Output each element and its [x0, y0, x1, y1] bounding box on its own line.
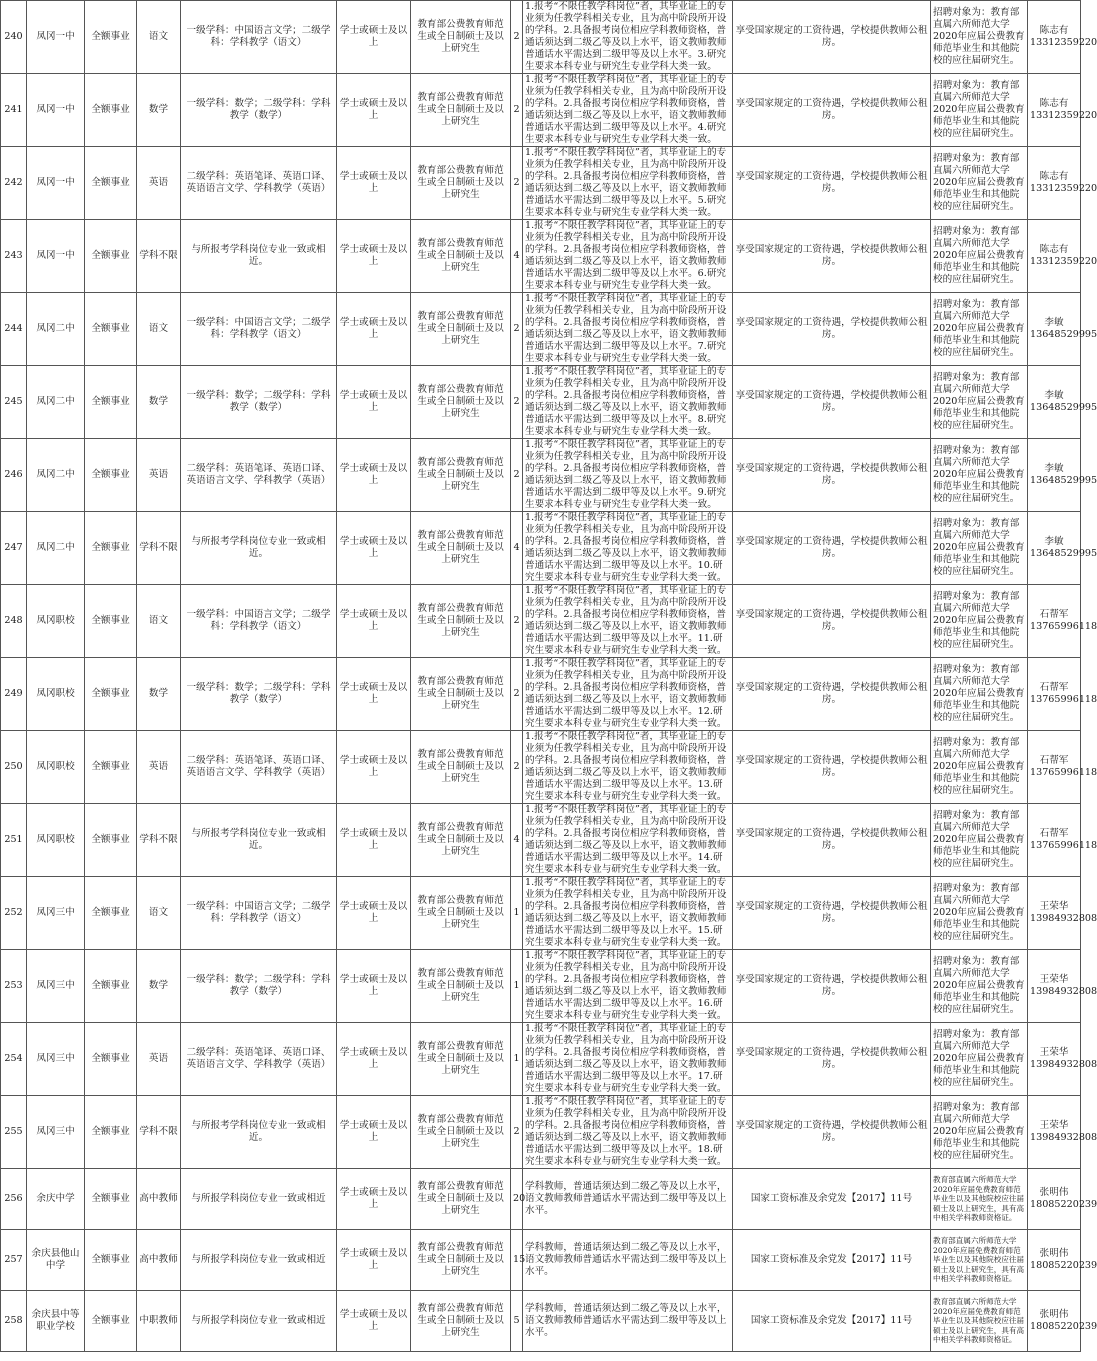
unit-type: 全额事业 [85, 147, 137, 220]
employer-name: 余庆中学 [27, 1169, 85, 1230]
employer-name: 凤冈一中 [27, 1, 85, 74]
unit-type: 全额事业 [85, 439, 137, 512]
table-row [1, 1291, 1081, 1352]
degree-requirement: 学士或硕士及以上 [337, 1023, 411, 1096]
other-requirements: 1.报考“不限任教学科岗位”者，其毕业证上的专业须为任教学科相关专业，且为高中阶段所开设的学科。2.具备报考岗位相应学科教师资格，普通话须达到二级乙等及以上水平，语文教师教师普通话水平需达到二级甲等及以上水平。13.研究生要求本科专业与研究生专业学科大类一致。 [523, 731, 733, 804]
hiring-count: 20 [511, 1169, 523, 1230]
education-requirement: 教育部公费教育师范生或全日制硕士及以上研究生 [411, 147, 511, 220]
major-requirement: 二级学科：英语笔译、英语口译、英语语言文学、学科教学（英语） [181, 731, 337, 804]
benefits: 享受国家规定的工资待遇，学校提供教师公租房。 [733, 439, 931, 512]
row-number: 247 [1, 512, 27, 585]
major-requirement: 一级学科：数学；二级学科：学科教学（数学） [181, 366, 337, 439]
benefits: 享受国家规定的工资待遇，学校提供教师公租房。 [733, 731, 931, 804]
benefits: 享受国家规定的工资待遇，学校提供教师公租房。 [733, 1023, 931, 1096]
other-requirements: 1.报考“不限任教学科岗位”者，其毕业证上的专业须为任教学科相关专业，且为高中阶段所开设的学科。2.具备报考岗位相应学科教师资格，普通话须达到二级乙等及以上水平，语文教师教师普通话水平需达到二级甲等及以上水平。7.研究生要求本科专业与研究生专业学科大类一致。 [523, 293, 733, 366]
hiring-count: 2 [511, 147, 523, 220]
unit-type: 全额事业 [85, 877, 137, 950]
table-body [1, 1, 1097, 1352]
contact-person: 陈志有 13312359220 [1028, 220, 1081, 293]
unit-type: 全额事业 [85, 731, 137, 804]
table-row [1, 1023, 1081, 1096]
post-subject: 语文 [137, 1, 181, 74]
hiring-count: 1 [511, 950, 523, 1023]
employer-name: 凤冈一中 [27, 220, 85, 293]
employer-name: 余庆县中等职业学校 [27, 1291, 85, 1352]
employer-name: 凤冈职校 [27, 731, 85, 804]
education-requirement: 教育部公费教育师范生或全日制硕士及以上研究生 [411, 366, 511, 439]
table-row [1, 731, 1081, 804]
remarks: 招聘对象为：教育部直属六所师范大学2020年应届公费教育师范毕业生和其他院校的应往届研究生。 [931, 366, 1028, 439]
benefits: 国家工资标准及余党发【2017】11号 [733, 1291, 931, 1352]
education-requirement: 教育部公费教育师范生或全日制硕士及以上研究生 [411, 585, 511, 658]
unit-type: 全额事业 [85, 585, 137, 658]
hiring-count: 5 [511, 1291, 523, 1352]
other-requirements: 1.报考“不限任教学科岗位”者，其毕业证上的专业须为任教学科相关专业，且为高中阶段所开设的学科。2.具备报考岗位相应学科教师资格，普通话须达到二级乙等及以上水平，语文教师教师普通话水平需达到二级甲等及以上水平。5.研究生要求本科专业与研究生专业学科大类一致。 [523, 147, 733, 220]
remarks: 教育部直属六所师范大学2020年应届免费教育师范毕业生以及其他院校应往届硕士及以上研究生，具有高中相关学科教师资格证。 [931, 1169, 1028, 1230]
other-requirements: 1.报考“不限任教学科岗位”者，其毕业证上的专业须为任教学科相关专业，且为高中阶段所开设的学科。2.具备报考岗位相应学科教师资格，普通话须达到二级乙等及以上水平，语文教师教师普通话水平需达到二级甲等及以上水平。16.研究生要求本科专业与研究生专业学科大类一致。 [523, 950, 733, 1023]
benefits: 享受国家规定的工资待遇，学校提供教师公租房。 [733, 147, 931, 220]
row-number: 253 [1, 950, 27, 1023]
table-row [1, 950, 1081, 1023]
row-number: 257 [1, 1230, 27, 1291]
unit-type: 全额事业 [85, 512, 137, 585]
unit-type: 全额事业 [85, 1291, 137, 1352]
benefits: 享受国家规定的工资待遇，学校提供教师公租房。 [733, 658, 931, 731]
post-subject: 语文 [137, 293, 181, 366]
major-requirement: 与所报学科岗位专业一致或相近 [181, 1291, 337, 1352]
benefits: 享受国家规定的工资待遇，学校提供教师公租房。 [733, 512, 931, 585]
major-requirement: 与所报学科岗位专业一致或相近 [181, 1169, 337, 1230]
employer-name: 凤冈三中 [27, 1096, 85, 1169]
employer-name: 凤冈职校 [27, 658, 85, 731]
contact-person: 李敏 13648529995 [1028, 439, 1081, 512]
degree-requirement: 学士或硕士及以上 [337, 512, 411, 585]
degree-requirement: 学士或硕士及以上 [337, 1169, 411, 1230]
unit-type: 全额事业 [85, 950, 137, 1023]
education-requirement: 教育部公费教育师范生或全日制硕士及以上研究生 [411, 74, 511, 147]
benefits: 享受国家规定的工资待遇，学校提供教师公租房。 [733, 74, 931, 147]
major-requirement: 一级学科：中国语言文学；二级学科：学科教学（语文） [181, 1, 337, 74]
major-requirement: 一级学科：数学；二级学科：学科教学（数学） [181, 950, 337, 1023]
post-subject: 英语 [137, 731, 181, 804]
remarks: 招聘对象为：教育部直属六所师范大学2020年应届公费教育师范毕业生和其他院校的应往届研究生。 [931, 293, 1028, 366]
contact-person: 石帮军 13765996118 [1028, 658, 1081, 731]
education-requirement: 教育部公费教育师范生或全日制硕士及以上研究生 [411, 731, 511, 804]
hiring-count: 2 [511, 366, 523, 439]
employer-name: 凤冈一中 [27, 74, 85, 147]
hiring-count: 2 [511, 439, 523, 512]
post-subject: 英语 [137, 147, 181, 220]
remarks: 招聘对象为：教育部直属六所师范大学2020年应届公费教育师范毕业生和其他院校的应往届研究生。 [931, 74, 1028, 147]
unit-type: 全额事业 [85, 1230, 137, 1291]
table-row [1, 512, 1081, 585]
other-requirements: 1.报考“不限任教学科岗位”者，其毕业证上的专业须为任教学科相关专业，且为高中阶段所开设的学科。2.具备报考岗位相应学科教师资格，普通话须达到二级乙等及以上水平，语文教师教师普通话水平需达到二级甲等及以上水平。10.研究生要求本科专业与研究生专业学科大类一致。 [523, 512, 733, 585]
table-row [1, 147, 1081, 220]
remarks: 招聘对象为：教育部直属六所师范大学2020年应届公费教育师范毕业生和其他院校的应往届研究生。 [931, 220, 1028, 293]
table-row [1, 293, 1081, 366]
post-subject: 数学 [137, 74, 181, 147]
table-row [1, 439, 1081, 512]
benefits: 享受国家规定的工资待遇，学校提供教师公租房。 [733, 1, 931, 74]
contact-person: 李敏 13648529995 [1028, 293, 1081, 366]
hiring-count: 2 [511, 74, 523, 147]
row-number: 242 [1, 147, 27, 220]
post-subject: 学科不限 [137, 220, 181, 293]
unit-type: 全额事业 [85, 220, 137, 293]
major-requirement: 一级学科：中国语言文学；二级学科：学科教学（语文） [181, 877, 337, 950]
education-requirement: 教育部公费教育师范生或全日制硕士及以上研究生 [411, 950, 511, 1023]
remarks: 招聘对象为：教育部直属六所师范大学2020年应届公费教育师范毕业生和其他院校的应往届研究生。 [931, 585, 1028, 658]
post-subject: 学科不限 [137, 1096, 181, 1169]
contact-person: 陈志有 13312359220 [1028, 1, 1081, 74]
degree-requirement: 学士或硕士及以上 [337, 1, 411, 74]
major-requirement: 与所报考学科岗位专业一致或相近。 [181, 220, 337, 293]
remarks: 招聘对象为：教育部直属六所师范大学2020年应届公费教育师范毕业生和其他院校的应往届研究生。 [931, 1, 1028, 74]
post-subject: 数学 [137, 658, 181, 731]
row-number: 246 [1, 439, 27, 512]
employer-name: 凤冈二中 [27, 512, 85, 585]
education-requirement: 教育部公费教育师范生或全日制硕士及以上研究生 [411, 439, 511, 512]
post-subject: 中职教师 [137, 1291, 181, 1352]
unit-type: 全额事业 [85, 74, 137, 147]
education-requirement: 教育部公费教育师范生或全日制硕士及以上研究生 [411, 1230, 511, 1291]
other-requirements: 学科教师，普通话须达到二级乙等及以上水平，语文教师教师普通话水平需达到二级甲等及以上水平。 [523, 1291, 733, 1352]
employer-name: 凤冈二中 [27, 439, 85, 512]
contact-person: 王荣华 13984932808 [1028, 1096, 1081, 1169]
row-number: 243 [1, 220, 27, 293]
major-requirement: 与所报考学科岗位专业一致或相近。 [181, 512, 337, 585]
employer-name: 凤冈一中 [27, 147, 85, 220]
remarks: 教育部直属六所师范大学2020年应届免费教育师范毕业生以及其他院校应往届硕士及以上研究生，具有高中相关学科教师资格证。 [931, 1230, 1028, 1291]
remarks: 招聘对象为：教育部直属六所师范大学2020年应届公费教育师范毕业生和其他院校的应往届研究生。 [931, 439, 1028, 512]
benefits: 享受国家规定的工资待遇，学校提供教师公租房。 [733, 366, 931, 439]
contact-person: 王荣华 13984932808 [1028, 1023, 1081, 1096]
hiring-count: 4 [511, 512, 523, 585]
degree-requirement: 学士或硕士及以上 [337, 1230, 411, 1291]
row-number: 251 [1, 804, 27, 877]
education-requirement: 教育部公费教育师范生或全日制硕士及以上研究生 [411, 1, 511, 74]
row-number: 241 [1, 74, 27, 147]
table-row [1, 1169, 1081, 1230]
table-row [1, 74, 1081, 147]
hiring-count: 2 [511, 585, 523, 658]
row-number: 249 [1, 658, 27, 731]
contact-person: 石帮军 13765996118 [1028, 585, 1081, 658]
remarks: 招聘对象为：教育部直属六所师范大学2020年应届公费教育师范毕业生和其他院校的应往届研究生。 [931, 950, 1028, 1023]
post-subject: 英语 [137, 1023, 181, 1096]
other-requirements: 1.报考“不限任教学科岗位”者，其毕业证上的专业须为任教学科相关专业，且为高中阶段所开设的学科。2.具备报考岗位相应学科教师资格，普通话须达到二级乙等及以上水平，语文教师教师普通话水平需达到二级甲等及以上水平。11.研究生要求本科专业与研究生专业学科大类一致。 [523, 585, 733, 658]
contact-person: 陈志有 13312359220 [1028, 74, 1081, 147]
employer-name: 凤冈三中 [27, 950, 85, 1023]
contact-person: 石帮军 13765996118 [1028, 731, 1081, 804]
row-number: 248 [1, 585, 27, 658]
benefits: 享受国家规定的工资待遇，学校提供教师公租房。 [733, 877, 931, 950]
education-requirement: 教育部公费教育师范生或全日制硕士及以上研究生 [411, 220, 511, 293]
other-requirements: 1.报考“不限任教学科岗位”者，其毕业证上的专业须为任教学科相关专业，且为高中阶段所开设的学科。2.具备报考岗位相应学科教师资格，普通话须达到二级乙等及以上水平，语文教师教师普通话水平需达到二级甲等及以上水平。18.研究生要求本科专业与研究生专业学科大类一致。 [523, 1096, 733, 1169]
row-number: 255 [1, 1096, 27, 1169]
table-row [1, 877, 1081, 950]
major-requirement: 与所报考学科岗位专业一致或相近。 [181, 1096, 337, 1169]
degree-requirement: 学士或硕士及以上 [337, 220, 411, 293]
other-requirements: 1.报考“不限任教学科岗位”者，其毕业证上的专业须为任教学科相关专业，且为高中阶段所开设的学科。2.具备报考岗位相应学科教师资格，普通话须达到二级乙等及以上水平，语文教师教师普通话水平需达到二级甲等及以上水平。8.研究生要求本科专业与研究生专业学科大类一致。 [523, 366, 733, 439]
remarks: 招聘对象为：教育部直属六所师范大学2020年应届公费教育师范毕业生和其他院校的应往届研究生。 [931, 1096, 1028, 1169]
major-requirement: 与所报学科岗位专业一致或相近 [181, 1230, 337, 1291]
education-requirement: 教育部公费教育师范生或全日制硕士及以上研究生 [411, 293, 511, 366]
row-number: 245 [1, 366, 27, 439]
hiring-count: 2 [511, 731, 523, 804]
education-requirement: 教育部公费教育师范生或全日制硕士及以上研究生 [411, 1291, 511, 1352]
benefits: 享受国家规定的工资待遇，学校提供教师公租房。 [733, 585, 931, 658]
degree-requirement: 学士或硕士及以上 [337, 439, 411, 512]
education-requirement: 教育部公费教育师范生或全日制硕士及以上研究生 [411, 1169, 511, 1230]
benefits: 享受国家规定的工资待遇，学校提供教师公租房。 [733, 1096, 931, 1169]
contact-person: 张明伟 18085220239 [1028, 1169, 1081, 1230]
other-requirements: 1.报考“不限任教学科岗位”者，其毕业证上的专业须为任教学科相关专业，且为高中阶段所开设的学科。2.具备报考岗位相应学科教师资格，普通话须达到二级乙等及以上水平，语文教师教师普通话水平需达到二级甲等及以上水平。14.研究生要求本科专业与研究生专业学科大类一致。 [523, 804, 733, 877]
major-requirement: 一级学科：中国语言文学；二级学科：学科教学（语文） [181, 585, 337, 658]
major-requirement: 一级学科：中国语言文学；二级学科：学科教学（语文） [181, 293, 337, 366]
other-requirements: 1.报考“不限任教学科岗位”者，其毕业证上的专业须为任教学科相关专业，且为高中阶段所开设的学科。2.具备报考岗位相应学科教师资格，普通话须达到二级乙等及以上水平，语文教师教师普通话水平需达到二级甲等及以上水平。15.研究生要求本科专业与研究生专业学科大类一致。 [523, 877, 733, 950]
education-requirement: 教育部公费教育师范生或全日制硕士及以上研究生 [411, 804, 511, 877]
table-row [1, 658, 1081, 731]
table-row [1, 585, 1081, 658]
post-subject: 学科不限 [137, 512, 181, 585]
remarks: 招聘对象为：教育部直属六所师范大学2020年应届公费教育师范毕业生和其他院校的应往届研究生。 [931, 512, 1028, 585]
benefits: 享受国家规定的工资待遇，学校提供教师公租房。 [733, 293, 931, 366]
other-requirements: 1.报考“不限任教学科岗位”者，其毕业证上的专业须为任教学科相关专业，且为高中阶段所开设的学科。2.具备报考岗位相应学科教师资格，普通话须达到二级乙等及以上水平，语文教师教师普通话水平需达到二级甲等及以上水平。4.研究生要求本科专业与研究生专业学科大类一致。 [523, 74, 733, 147]
post-subject: 语文 [137, 585, 181, 658]
education-requirement: 教育部公费教育师范生或全日制硕士及以上研究生 [411, 512, 511, 585]
unit-type: 全额事业 [85, 1096, 137, 1169]
row-number: 244 [1, 293, 27, 366]
employer-name: 凤冈三中 [27, 1023, 85, 1096]
degree-requirement: 学士或硕士及以上 [337, 804, 411, 877]
degree-requirement: 学士或硕士及以上 [337, 293, 411, 366]
other-requirements: 1.报考“不限任教学科岗位”者，其毕业证上的专业须为任教学科相关专业，且为高中阶段所开设的学科。2.具备报考岗位相应学科教师资格，普通话须达到二级乙等及以上水平，语文教师教师普通话水平需达到二级甲等及以上水平。9.研究生要求本科专业与研究生专业学科大类一致。 [523, 439, 733, 512]
employer-name: 凤冈职校 [27, 585, 85, 658]
row-number: 252 [1, 877, 27, 950]
benefits: 享受国家规定的工资待遇，学校提供教师公租房。 [733, 950, 931, 1023]
unit-type: 全额事业 [85, 1, 137, 74]
post-subject: 数学 [137, 366, 181, 439]
remarks: 招聘对象为：教育部直属六所师范大学2020年应届公费教育师范毕业生和其他院校的应往届研究生。 [931, 147, 1028, 220]
row-number: 254 [1, 1023, 27, 1096]
table-row [1, 366, 1081, 439]
hiring-count: 1 [511, 877, 523, 950]
contact-person: 李敏 13648529995 [1028, 512, 1081, 585]
degree-requirement: 学士或硕士及以上 [337, 147, 411, 220]
other-requirements: 学科教师，普通话须达到二级乙等及以上水平，语文教师教师普通话水平需达到二级甲等及以上水平。 [523, 1169, 733, 1230]
contact-person: 石帮军 13765996118 [1028, 804, 1081, 877]
major-requirement: 一级学科：数学；二级学科：学科教学（数学） [181, 74, 337, 147]
major-requirement: 二级学科：英语笔译、英语口译、英语语言文学、学科教学（英语） [181, 147, 337, 220]
other-requirements: 1.报考“不限任教学科岗位”者，其毕业证上的专业须为任教学科相关专业，且为高中阶段所开设的学科。2.具备报考岗位相应学科教师资格，普通话须达到二级乙等及以上水平，语文教师教师普通话水平需达到二级甲等及以上水平。6.研究生要求本科专业与研究生专业学科大类一致。 [523, 220, 733, 293]
remarks: 教育部直属六所师范大学2020年应届免费教育师范毕业生以及其他院校应往届硕士及以上研究生，具有高中相关学科教师资格证。 [931, 1291, 1028, 1352]
row-number: 256 [1, 1169, 27, 1230]
education-requirement: 教育部公费教育师范生或全日制硕士及以上研究生 [411, 1023, 511, 1096]
employer-name: 凤冈职校 [27, 804, 85, 877]
hiring-count: 2 [511, 293, 523, 366]
post-subject: 语文 [137, 877, 181, 950]
hiring-count: 15 [511, 1230, 523, 1291]
post-subject: 高中教师 [137, 1230, 181, 1291]
major-requirement: 二级学科：英语笔译、英语口译、英语语言文学、学科教学（英语） [181, 439, 337, 512]
contact-person: 张明伟 18085220239 [1028, 1230, 1081, 1291]
employer-name: 凤冈二中 [27, 293, 85, 366]
unit-type: 全额事业 [85, 804, 137, 877]
contact-person: 王荣华 13984932808 [1028, 950, 1081, 1023]
unit-type: 全额事业 [85, 1023, 137, 1096]
post-subject: 数学 [137, 950, 181, 1023]
remarks: 招聘对象为：教育部直属六所师范大学2020年应届公费教育师范毕业生和其他院校的应往届研究生。 [931, 658, 1028, 731]
contact-person: 张明伟 18085220239 [1028, 1291, 1081, 1352]
post-subject: 英语 [137, 439, 181, 512]
other-requirements: 1.报考“不限任教学科岗位”者，其毕业证上的专业须为任教学科相关专业，且为高中阶段所开设的学科。2.具备报考岗位相应学科教师资格，普通话须达到二级乙等及以上水平，语文教师教师普通话水平需达到二级甲等及以上水平。3.研究生要求本科专业与研究生专业学科大类一致。 [523, 1, 733, 74]
other-requirements: 学科教师，普通话须达到二级乙等及以上水平，语文教师教师普通话水平需达到二级甲等及以上水平。 [523, 1230, 733, 1291]
degree-requirement: 学士或硕士及以上 [337, 74, 411, 147]
employer-name: 凤冈三中 [27, 877, 85, 950]
other-requirements: 1.报考“不限任教学科岗位”者，其毕业证上的专业须为任教学科相关专业，且为高中阶段所开设的学科。2.具备报考岗位相应学科教师资格，普通话须达到二级乙等及以上水平，语文教师教师普通话水平需达到二级甲等及以上水平。17.研究生要求本科专业与研究生专业学科大类一致。 [523, 1023, 733, 1096]
contact-person: 陈志有 13312359220 [1028, 147, 1081, 220]
employer-name: 余庆县他山中学 [27, 1230, 85, 1291]
row-number: 258 [1, 1291, 27, 1352]
unit-type: 全额事业 [85, 1169, 137, 1230]
table-row [1, 1096, 1081, 1169]
post-subject: 高中教师 [137, 1169, 181, 1230]
education-requirement: 教育部公费教育师范生或全日制硕士及以上研究生 [411, 877, 511, 950]
hiring-count: 2 [511, 1096, 523, 1169]
unit-type: 全额事业 [85, 293, 137, 366]
hiring-count: 4 [511, 220, 523, 293]
education-requirement: 教育部公费教育师范生或全日制硕士及以上研究生 [411, 1096, 511, 1169]
unit-type: 全额事业 [85, 366, 137, 439]
major-requirement: 二级学科：英语笔译、英语口译、英语语言文学、学科教学（英语） [181, 1023, 337, 1096]
degree-requirement: 学士或硕士及以上 [337, 585, 411, 658]
row-number: 240 [1, 1, 27, 74]
degree-requirement: 学士或硕士及以上 [337, 658, 411, 731]
benefits: 享受国家规定的工资待遇，学校提供教师公租房。 [733, 220, 931, 293]
table-row [1, 1230, 1081, 1291]
table-row [1, 1, 1081, 74]
table-row [1, 220, 1081, 293]
degree-requirement: 学士或硕士及以上 [337, 877, 411, 950]
remarks: 招聘对象为：教育部直属六所师范大学2020年应届公费教育师范毕业生和其他院校的应往届研究生。 [931, 731, 1028, 804]
employer-name: 凤冈二中 [27, 366, 85, 439]
benefits: 享受国家规定的工资待遇，学校提供教师公租房。 [733, 804, 931, 877]
hiring-count: 1 [511, 1023, 523, 1096]
degree-requirement: 学士或硕士及以上 [337, 1291, 411, 1352]
table-row [1, 804, 1081, 877]
benefits: 国家工资标准及余党发【2017】11号 [733, 1169, 931, 1230]
remarks: 招聘对象为：教育部直属六所师范大学2020年应届公费教育师范毕业生和其他院校的应往届研究生。 [931, 804, 1028, 877]
contact-person: 李敏 13648529995 [1028, 366, 1081, 439]
remarks: 招聘对象为：教育部直属六所师范大学2020年应届公费教育师范毕业生和其他院校的应往届研究生。 [931, 877, 1028, 950]
unit-type: 全额事业 [85, 658, 137, 731]
remarks: 招聘对象为：教育部直属六所师范大学2020年应届公费教育师范毕业生和其他院校的应往届研究生。 [931, 1023, 1028, 1096]
degree-requirement: 学士或硕士及以上 [337, 1096, 411, 1169]
degree-requirement: 学士或硕士及以上 [337, 950, 411, 1023]
contact-person: 王荣华 13984932808 [1028, 877, 1081, 950]
hiring-count: 2 [511, 658, 523, 731]
other-requirements: 1.报考“不限任教学科岗位”者，其毕业证上的专业须为任教学科相关专业，且为高中阶段所开设的学科。2.具备报考岗位相应学科教师资格，普通话须达到二级乙等及以上水平，语文教师教师普通话水平需达到二级甲等及以上水平。12.研究生要求本科专业与研究生专业学科大类一致。 [523, 658, 733, 731]
major-requirement: 一级学科：数学；二级学科：学科教学（数学） [181, 658, 337, 731]
benefits: 国家工资标准及余党发【2017】11号 [733, 1230, 931, 1291]
hiring-count: 2 [511, 1, 523, 74]
post-subject: 学科不限 [137, 804, 181, 877]
hiring-count: 4 [511, 804, 523, 877]
major-requirement: 与所报考学科岗位专业一致或相近。 [181, 804, 337, 877]
degree-requirement: 学士或硕士及以上 [337, 366, 411, 439]
row-number: 250 [1, 731, 27, 804]
education-requirement: 教育部公费教育师范生或全日制硕士及以上研究生 [411, 658, 511, 731]
degree-requirement: 学士或硕士及以上 [337, 731, 411, 804]
